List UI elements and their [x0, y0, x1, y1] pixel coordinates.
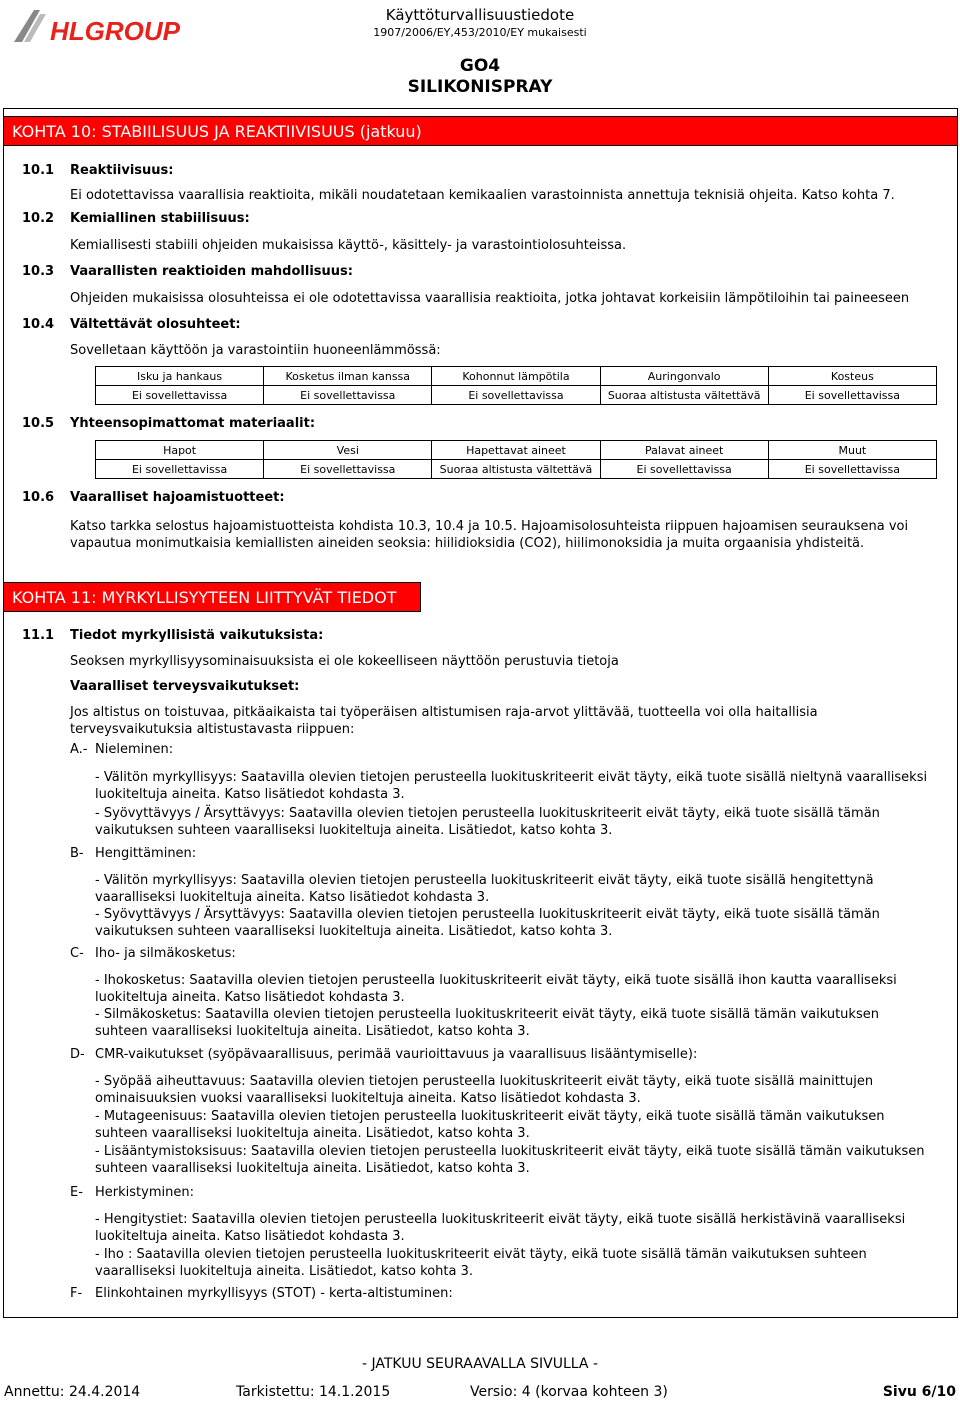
product-name: SILIKONISPRAY — [407, 77, 553, 97]
table-cell: Kosketus ilman kanssa — [264, 367, 432, 386]
table-cell: Isku ja hankaus — [96, 367, 264, 386]
table-cell: Auringonvalo — [600, 367, 768, 386]
subsection-10-2-text: Kemiallisesti stabiili ohjeiden mukaisissa käyttö-, käsittely- ja varastointiolosuhteissa. — [70, 238, 627, 253]
health-effects-text: Jos altistus on toistuvaa, pitkäaikaista tai työperäisen altistumisen raja-arvot ylittävää, tuotteella voi olla haitallisia terveysvaikutuksia altistustavasta riippuen: — [70, 705, 818, 737]
table-cell: Ei sovellettavissa — [768, 460, 936, 479]
table-cell: Kohonnut lämpötila — [432, 367, 600, 386]
route-a-bullet-1: - Välitön myrkyllisyys: Saatavilla olevien tietojen perusteella luokituskriteerit eivät täyty, eikä tuote sisällä nieltynä vaaralliseksi luokiteltuja aineita. Katso lisätiedot kohdasta 3. — [95, 770, 928, 802]
route-e-bullet-2: - Iho : Saatavilla olevien tietojen perusteella luokituskriteerit eivät täyty, eikä tuote sisällä tämän vaikutuksen suhteen vaaralliseksi luokiteltuja aineita. Lisätiedot, katso kohta 3. — [95, 1247, 867, 1279]
checked-date: Tarkistettu: 14.1.2015 — [236, 1384, 391, 1400]
avoid-conditions-table — [95, 366, 937, 405]
issued-date: Annettu: 24.4.2014 — [4, 1384, 141, 1400]
subsection-10-5: 10.5 Yhteensopimattomat materiaalit: — [22, 416, 316, 431]
table-row — [96, 386, 937, 405]
svg-text:HLGROUP: HLGROUP — [50, 16, 180, 46]
subsection-10-1: 10.1 Reaktiivisuus: — [22, 163, 174, 178]
table-cell: Hapot — [96, 441, 264, 460]
route-b-label: B- Hengittäminen: — [70, 846, 197, 861]
route-c-label: C- Iho- ja silmäkosketus: — [70, 946, 236, 961]
subsection-11-1: 11.1 Tiedot myrkyllisistä vaikutuksista: — [22, 628, 324, 643]
table-cell: Ei sovellettavissa — [96, 460, 264, 479]
subsection-10-4: 10.4 Vältettävät olosuhteet: — [22, 317, 241, 332]
route-a-bullet-2: - Syövyttävyys / Ärsyttävyys: Saatavilla olevien tietojen perusteella luokituskriteerit eivät täyty, eikä tuote sisällä tämän vaikutuksen suhteen vaaralliseksi luokiteltuja aineita. Lisätiedot, katso kohta 3. — [95, 806, 880, 838]
subsection-10-3: 10.3 Vaarallisten reaktioiden mahdollisuus: — [22, 264, 353, 279]
table-cell: Palavat aineet — [600, 441, 768, 460]
route-d-bullet-1: - Syöpää aiheuttavuus: Saatavilla olevien tietojen perusteella luokituskriteerit eivät täyty, eikä tuote sisällä mainittujen ominaisuuksien vuoksi vaaralliseksi luokiteltuja aineita. Katso lisätiedot kohdasta 3. — [95, 1074, 874, 1106]
table-cell: Ei sovellettavissa — [264, 460, 432, 479]
table-cell: Ei sovellettavissa — [432, 386, 600, 405]
version-info: Versio: 4 (korvaa kohteen 3) — [470, 1384, 668, 1400]
route-e-label: E- Herkistyminen: — [70, 1185, 194, 1200]
subsection-10-4-text: Sovelletaan käyttöön ja varastointiin huoneenlämmössä: — [70, 343, 441, 358]
table-cell: Ei sovellettavissa — [264, 386, 432, 405]
route-d-bullet-2: - Mutageenisuus: Saatavilla olevien tietojen perusteella luokituskriteerit eivät täyty, eikä tuote sisällä tämän vaikutuksen suhteen vaaralliseksi luokiteltuja aineita. Lisätiedot, katso kohta 3. — [95, 1109, 885, 1141]
section-11-title: KOHTA 11: MYRKYLLISYYTEEN LIITTYVÄT TIEDOT — [3, 582, 421, 612]
subsection-10-6-text: Katso tarkka selostus hajoamistuotteista kohdista 10.3, 10.4 ja 10.5. Hajoamisolosuhteista riippuen hajoamisen seurauksena voi vapautua monimutkaisia kemiallisten aineiden seoksia: hiilidioksidia (CO2), hiilimonoksidia ja muita orgaanisia yhdisteitä. — [70, 519, 909, 551]
table-header-row — [96, 441, 937, 460]
page-number: Sivu 6/10 — [882, 1384, 956, 1400]
route-c-bullet-1: - Ihokosketus: Saatavilla olevien tietojen perusteella luokituskriteerit eivät täyty, eikä tuote sisällä ihon kautta vaaralliseksi luokiteltuja aineita. Katso lisätiedot kohdasta 3. — [95, 973, 897, 1005]
route-a-label: A.- Nieleminen: — [70, 742, 174, 757]
table-cell: Hapettavat aineet — [432, 441, 600, 460]
section-10-title: KOHTA 10: STABIILISUUS JA REAKTIIVISUUS (jatkuu) — [3, 116, 958, 146]
route-b-bullet-1: - Välitön myrkyllisyys: Saatavilla olevien tietojen perusteella luokituskriteerit eivät täyty, eikä tuote sisällä hengitettynä vaaralliseksi luokiteltuja aineita. Katso lisätiedot kohdasta 3. — [95, 873, 874, 905]
table-cell: Muut — [768, 441, 936, 460]
subsection-11-1-text: Seoksen myrkyllisyysominaisuuksista ei ole kokeelliseen näyttöön perustuvia tietoja — [70, 654, 619, 669]
table-row — [96, 460, 937, 479]
table-cell: Suoraa altistusta vältettävä — [600, 386, 768, 405]
incompatible-materials-table — [95, 440, 937, 479]
health-effects-title: Vaaralliset terveysvaikutukset: — [70, 679, 300, 694]
route-c-bullet-2: - Silmäkosketus: Saatavilla olevien tietojen perusteella luokituskriteerit eivät täyty, eikä tuote sisällä tämän vaikutuksen suhteen vaaralliseksi luokiteltuja aineita. Lisätiedot, katso kohta 3. — [95, 1007, 879, 1039]
product-code: GO4 — [459, 56, 501, 76]
subsection-10-6: 10.6 Vaaralliset hajoamistuotteet: — [22, 490, 285, 505]
route-f-label: F- Elinkohtainen myrkyllisyys (STOT) - kerta-altistuminen: — [70, 1286, 453, 1301]
route-d-label: D- CMR-vaikutukset (syöpävaarallisuus, perimää vaurioittavuus ja vaarallisuus lisääntymiselle): — [70, 1047, 698, 1062]
route-b-bullet-2: - Syövyttävyys / Ärsyttävyys: Saatavilla olevien tietojen perusteella luokituskriteerit eivät täyty, eikä tuote sisällä tämän vaikutuksen suhteen vaaralliseksi luokiteltuja aineita. Lisätiedot, katso kohta 3. — [95, 907, 880, 939]
table-cell: Ei sovellettavissa — [600, 460, 768, 479]
table-cell: Ei sovellettavissa — [768, 386, 936, 405]
table-cell: Suoraa altistusta vältettävä — [432, 460, 600, 479]
table-cell: Vesi — [264, 441, 432, 460]
route-d-bullet-3: - Lisääntymistoksisuus: Saatavilla olevien tietojen perusteella luokituskriteerit eivät täyty, eikä tuote sisällä tämän vaikutuksen suhteen vaaralliseksi luokiteltuja aineita. Lisätiedot, katso kohta 3. — [95, 1144, 925, 1176]
subsection-10-1-text: Ei odotettavissa vaarallisia reaktioita, mikäli noudatetaan kemikaalien varastoinnista annettuja teknisiä ohjeita. Katso kohta 7. — [70, 188, 895, 203]
regulation-text: 1907/2006/EY,453/2010/EY mukaisesti — [373, 26, 587, 39]
table-cell: Ei sovellettavissa — [96, 386, 264, 405]
continue-note: - JATKUU SEURAAVALLA SIVULLA - — [361, 1356, 598, 1372]
table-header-row — [96, 367, 937, 386]
table-cell: Kosteus — [768, 367, 936, 386]
subsection-10-2: 10.2 Kemiallinen stabiilisuus: — [22, 211, 250, 226]
document-title: Käyttöturvallisuustiedote — [385, 6, 575, 24]
route-e-bullet-1: - Hengitystiet: Saatavilla olevien tietojen perusteella luokituskriteerit eivät täyty, eikä tuote sisällä herkistävinä vaaralliseksi luokiteltuja aineita. Katso lisätiedot kohdasta 3. — [95, 1212, 906, 1244]
subsection-10-3-text: Ohjeiden mukaisissa olosuhteissa ei ole odotettavissa vaarallisia reaktioita, jotka johtavat korkeisiin lämpötiloihin tai paineeseen — [70, 291, 910, 306]
